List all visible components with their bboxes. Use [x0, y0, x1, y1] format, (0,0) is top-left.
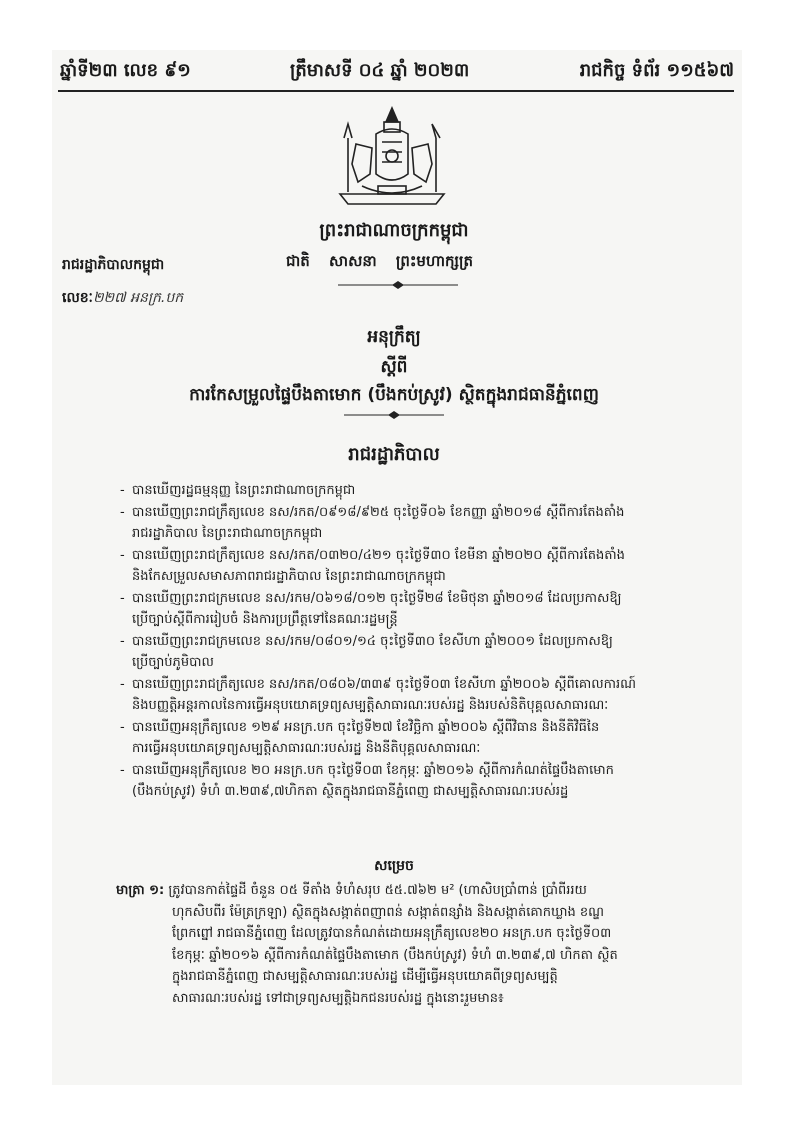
gazette-header [58, 58, 734, 92]
clause-line: បានឃើញព្រះរាជក្រមលេខ នស/រកម/០៨០១/១៤ ចុះថ្ងៃទី៣០ ខែសីហា ឆ្នាំ២០០១ ដែលប្រកាសឱ្យ [132, 634, 613, 649]
clause-line: (បឹងកប់ស្រូវ) ទំហំ ៣.២៣៩,៧ហិកតា ស្ថិតក្នុងរាជធានីភ្នំពេញ ជាសម្បត្តិសាធារណៈរបស់រដ្ឋ [132, 784, 569, 799]
article-line: សាធារណៈរបស់រដ្ឋ ទៅជាទ្រព្យសម្បត្តិឯកជនរបស់រដ្ឋ ក្នុងនោះរួមមាន៖ [172, 990, 504, 1006]
article-line [116, 880, 736, 902]
preamble-list [120, 480, 730, 803]
preamble-clause [120, 480, 730, 501]
clause-line: បានឃើញអនុក្រឹត្យលេខ ២០ អនក្រ.បក ចុះថ្ងៃទី០៣ ខែកុម្ភៈ ឆ្នាំ២០១៦ ស្តីពីការកំណត់ផ្ទៃបឹងតាមោក [132, 763, 614, 778]
document-subject: ការកែសម្រួលផ្ទៃបឹងតាមោក (បឹងកប់ស្រូវ) ស្ថិតក្នុងរាជធានីភ្នំពេញ [189, 385, 599, 405]
article-1 [116, 880, 736, 1009]
royal-arms-emblem [326, 104, 458, 212]
preamble-clause [120, 717, 730, 759]
clause-line: បានឃើញព្រះរាជក្រឹត្យលេខ នស/រកត/០៨០៦/៣៣៩ ចុះថ្ងៃទី០៣ ខែសីហា ឆ្នាំ២០០៦ ស្តីពីគោលការណ៍ [132, 677, 637, 692]
document-about: ស្តីពី [380, 357, 408, 377]
gazette-date: ត្រឹមាសទី ០៤ ឆ្នាំ ២០២៣ [290, 60, 470, 81]
clause-line: ប្រើច្បាប់ស្តីពីការរៀបចំ និងការប្រព្រឹត្តទៅនៃគណៈរដ្ឋមន្ត្រី [132, 612, 398, 627]
preamble-clause [120, 674, 730, 716]
clause-line: និងកែសម្រួលសមាសភាពរាជរដ្ឋាភិបាល នៃព្រះរាជាណាចក្រកម្ពុជា [132, 569, 446, 584]
national-motto: ជាតិ សាសនា ព្រះមហាក្សត្រ [286, 252, 473, 270]
article-label: មាត្រា ១: [116, 883, 165, 898]
article-line: ក្នុងរាជធានីភ្នំពេញ ជាសម្បត្តិសាធារណៈរបស់រដ្ឋ ដើម្បីធ្វើអនុបយោគពីទ្រព្យសម្បត្តិ [172, 969, 558, 984]
clause-line: ប្រើច្បាប់ភូមិបាល [132, 655, 214, 670]
issuer-name: រាជរដ្ឋាភិបាលកម្ពុជា [62, 257, 165, 273]
article-line: ខែកុម្ភៈ ឆ្នាំ២០១៦ ស្តីពីការកំណត់ផ្ទៃបឹងតាមោក (បឹងកប់ស្រូវ) ទំហំ ៣.២៣៩,៧ ហិកតា ស្ថិត [172, 947, 618, 963]
preamble-clause [120, 588, 730, 630]
clause-line: បានឃើញរដ្ឋធម្មនុញ្ញ នៃព្រះរាជាណាចក្រកម្ពុជា [132, 483, 356, 498]
preamble-clause [120, 760, 730, 802]
preamble-clause [120, 545, 730, 587]
motto-ornament [338, 281, 458, 289]
clause-line: បានឃើញព្រះរាជក្រមលេខ នស/រកម/០៦១៨/០១២ ចុះថ្ងៃទី២៨ ខែមិថុនា ឆ្នាំ២០១៨ ដែលប្រកាសឱ្យ [132, 591, 622, 606]
document-type: អនុក្រឹត្យ [367, 327, 421, 347]
clause-line: ការធ្វើអនុបយោគទ្រព្យសម្បត្តិសាធារណៈរបស់រដ្ឋ និងនីតិបុគ្គលសាធារណៈ [132, 741, 481, 756]
clause-line: រាជរដ្ឋាភិបាល នៃព្រះរាជាណាចក្រកម្ពុជា [132, 526, 323, 541]
kingdom-title: ព្រះរាជាណាចក្រកម្ពុជា [319, 220, 469, 241]
gazette-issue: ឆ្នាំទី២៣ លេខ ៩១ [60, 60, 191, 81]
clause-line: បានឃើញព្រះរាជក្រឹត្យលេខ នស/រកត/០៣២០/៤២១ ចុះថ្ងៃទី៣០ ខែមីនា ឆ្នាំ២០២០ ស្តីពីការតែងតាំង [132, 548, 625, 563]
clause-line: បានឃើញអនុក្រឹត្យលេខ ១២៩ អនក្រ.បក ចុះថ្ងៃទី២៧ ខែវិច្ឆិកា ឆ្នាំ២០០៦ ស្តីពីវិធាន និងនីតិវិធីនៃ [132, 720, 600, 735]
gazette-page: រាជកិច្ច ទំព័រ ១១៥៦៧ [579, 60, 734, 81]
clause-line: និងបញ្ញត្តិអន្តរកាលនៃការធ្វើអនុបយោគទ្រព្យសម្បត្តិសាធារណៈរបស់រដ្ឋ និងរបស់និតិបុគ្គលសាធារណៈ [132, 698, 609, 713]
article-line: ហុកសិបពីរ ម៉ែត្រក្រឡា) ស្ថិតក្នុងសង្កាត់ពញាពន់ សង្កាត់ពន្សាំង និងសង្កាត់គោកឃ្លាង ខណ្ឌ [172, 904, 604, 920]
preamble-clause [120, 631, 730, 673]
preamble-clause [120, 502, 730, 544]
document-number [62, 288, 183, 309]
clause-line: បានឃើញព្រះរាជក្រឹត្យលេខ នស/រកត/០៩១៨/៩២៥ ចុះថ្ងៃទី០៦ ខែកញ្ញា ឆ្នាំ២០១៨ ស្តីពីការតែងតាំង [132, 505, 625, 520]
document-number-label: លេខៈ [62, 290, 93, 306]
header-rule [58, 90, 734, 92]
government-heading: រាជរដ្ឋាភិបាល [348, 444, 440, 465]
decision-heading: សម្រេច [374, 858, 414, 874]
title-ornament [344, 411, 444, 419]
article-text: ត្រូវបានកាត់ផ្ទៃដី ចំនួន ០៥ ទីតាំង ទំហំសរុប ៥៥.៧៦២ ម² (ហាសិបប្រាំពាន់ ប្រាំពីររយ [168, 883, 587, 898]
document-number-value: ២២៧ អនក្រ.បក [92, 290, 184, 306]
article-line: ព្រែកព្នៅ រាជធានីភ្នំពេញ ដែលត្រូវបានកំណត់ដោយអនុក្រឹត្យលេខ២០ អនក្រ.បក ចុះថ្ងៃទី០៣ [172, 926, 612, 941]
